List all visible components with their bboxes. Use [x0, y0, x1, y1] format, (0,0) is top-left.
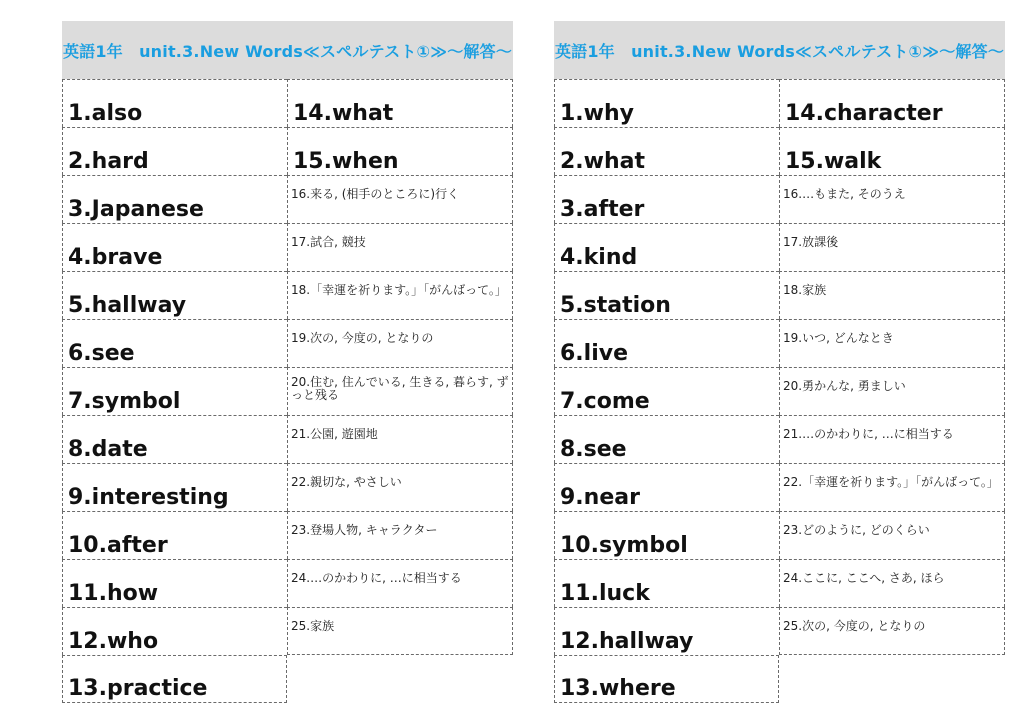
spelling-test-sheet-right — [554, 21, 1005, 703]
spelling-test-sheet-left — [62, 21, 513, 703]
answer-cell: 12.who — [62, 607, 287, 655]
meaning-cell: 21.…のかわりに, …に相当する — [779, 415, 1005, 463]
meaning-cell: 23.登場人物, キャラクター — [287, 511, 513, 559]
answer-cell: 12.hallway — [554, 607, 779, 655]
empty-cell — [779, 655, 1005, 703]
answer-cell: 1.why — [554, 79, 779, 127]
empty-cell — [287, 655, 513, 703]
answer-grid — [554, 79, 1005, 703]
answer-cell: 13.where — [554, 655, 779, 703]
answer-cell: 9.near — [554, 463, 779, 511]
answer-cell: 7.symbol — [62, 367, 287, 415]
meaning-cell: 24.ここに, ここへ, さあ, ほら — [779, 559, 1005, 607]
meaning-cell: 20.住む, 住んでいる, 生きる, 暮らす, ずっと残る — [287, 367, 513, 415]
meaning-cell: 20.勇かんな, 勇ましい — [779, 367, 1005, 415]
meaning-cell: 16.来る, (相手のところに)行く — [287, 175, 513, 223]
answer-cell: 5.station — [554, 271, 779, 319]
answer-cell: 15.when — [287, 127, 513, 175]
meaning-cell: 16.…もまた, そのうえ — [779, 175, 1005, 223]
answer-cell: 15.walk — [779, 127, 1005, 175]
answer-cell: 13.practice — [62, 655, 287, 703]
meaning-cell: 18.「幸運を祈ります。」「がんばって。」 — [287, 271, 513, 319]
answer-cell: 10.after — [62, 511, 287, 559]
answer-cell: 10.symbol — [554, 511, 779, 559]
answer-grid — [62, 79, 513, 703]
answer-cell: 6.see — [62, 319, 287, 367]
answer-cell: 3.Japanese — [62, 175, 287, 223]
answer-cell: 6.live — [554, 319, 779, 367]
answer-cell: 2.what — [554, 127, 779, 175]
meaning-cell: 21.公園, 遊園地 — [287, 415, 513, 463]
meaning-cell: 17.試合, 競技 — [287, 223, 513, 271]
meaning-cell: 19.次の, 今度の, となりの — [287, 319, 513, 367]
meaning-cell: 18.家族 — [779, 271, 1005, 319]
answer-cell: 8.see — [554, 415, 779, 463]
answer-cell: 3.after — [554, 175, 779, 223]
answer-cell: 8.date — [62, 415, 287, 463]
sheet-title: 英語1年 unit.3.New Words≪スペルテスト①≫〜解答〜 — [62, 21, 513, 79]
answer-cell: 11.luck — [554, 559, 779, 607]
meaning-cell: 23.どのように, どのくらい — [779, 511, 1005, 559]
answer-cell: 7.come — [554, 367, 779, 415]
meaning-cell: 22.親切な, やさしい — [287, 463, 513, 511]
answer-cell: 1.also — [62, 79, 287, 127]
answer-cell: 11.how — [62, 559, 287, 607]
answer-cell: 14.character — [779, 79, 1005, 127]
answer-cell: 2.hard — [62, 127, 287, 175]
meaning-cell: 25.家族 — [287, 607, 513, 655]
answer-cell: 4.brave — [62, 223, 287, 271]
meaning-cell: 24.…のかわりに, …に相当する — [287, 559, 513, 607]
meaning-cell: 22.「幸運を祈ります。」「がんばって。」 — [779, 463, 1005, 511]
answer-cell: 9.interesting — [62, 463, 287, 511]
answer-cell: 5.hallway — [62, 271, 287, 319]
answer-cell: 14.what — [287, 79, 513, 127]
sheet-title: 英語1年 unit.3.New Words≪スペルテスト①≫〜解答〜 — [554, 21, 1005, 79]
meaning-cell: 19.いつ, どんなとき — [779, 319, 1005, 367]
meaning-cell: 17.放課後 — [779, 223, 1005, 271]
meaning-cell: 25.次の, 今度の, となりの — [779, 607, 1005, 655]
answer-cell: 4.kind — [554, 223, 779, 271]
